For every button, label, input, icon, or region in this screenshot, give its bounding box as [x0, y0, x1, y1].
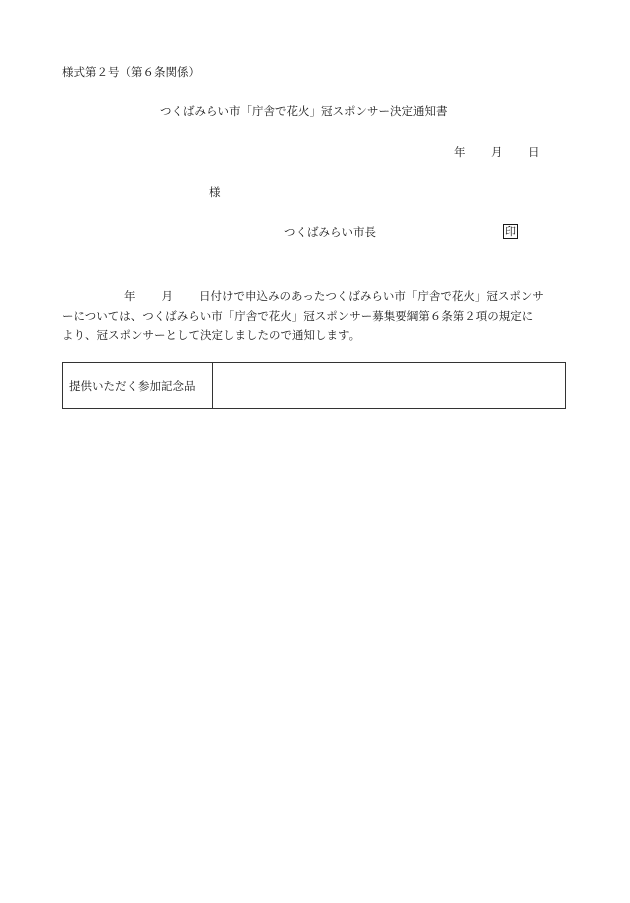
recipient-honorific: 様 — [209, 185, 221, 199]
body-line-1-text: 日付けで申込みのあったつくばみらい市「庁舎で花火」冠スポンサ — [199, 289, 544, 303]
body-month-label: 月 — [161, 289, 173, 303]
issuer-name: つくばみらい市長 — [284, 225, 376, 239]
body-text — [62, 287, 568, 346]
seal-mark: 印 — [505, 225, 516, 238]
body-line-1 — [62, 287, 568, 307]
body-year-label: 年 — [124, 289, 136, 303]
gift-table — [62, 362, 566, 409]
date-day-label: 日 — [528, 145, 540, 159]
document-title: つくばみらい市「庁舎で花火」冠スポンサー決定通知書 — [160, 104, 448, 118]
date-year-label: 年 — [454, 145, 466, 159]
gift-table-value-cell[interactable] — [213, 363, 565, 408]
body-line-2: ーについては、つくばみらい市「庁舎で花火」冠スポンサー募集要綱第６条第２項の規定に — [62, 308, 534, 323]
date-month-label: 月 — [491, 145, 503, 159]
body-line-3: より、冠スポンサーとして決定しましたので通知します。 — [62, 328, 361, 342]
gift-table-label: 提供いただく参加記念品 — [63, 363, 213, 408]
form-number: 様式第２号（第６条関係） — [62, 65, 200, 79]
